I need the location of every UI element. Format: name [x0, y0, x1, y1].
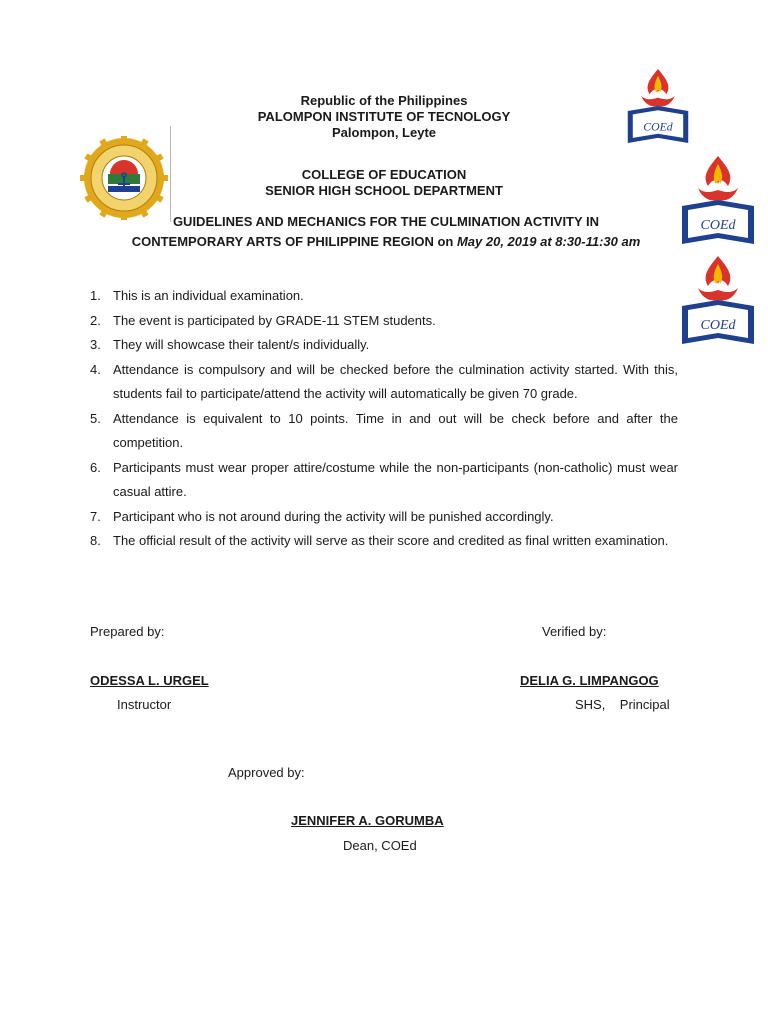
approver-name: JENNIFER A. GORUMBA — [291, 813, 444, 828]
approved-by-label: Approved by: — [228, 765, 305, 780]
list-item — [90, 505, 678, 530]
list-item — [90, 284, 678, 309]
list-number: 1. — [90, 288, 101, 303]
department-header — [0, 167, 768, 199]
verifier-name: DELIA G. LIMPANGOG — [520, 673, 659, 688]
list-number: 8. — [90, 533, 101, 548]
list-text: This is an individual examination. — [113, 288, 304, 303]
list-number: 7. — [90, 508, 101, 524]
list-item — [90, 407, 678, 456]
college-name: COLLEGE OF EDUCATION — [301, 167, 467, 182]
list-item — [90, 333, 678, 358]
verified-by-label: Verified by: — [542, 624, 607, 639]
institute-location: Palompon, Leyte — [331, 125, 437, 140]
verifier-role: SHS, Principal — [575, 697, 670, 712]
list-text: Attendance is equivalent to 10 points. Time in and out will be check before and after the competition. — [113, 410, 678, 450]
svg-text:COEd: COEd — [643, 120, 673, 134]
list-number: 6. — [90, 459, 101, 475]
coed-logo-icon — [668, 250, 768, 350]
republic-line: Republic of the Philippines — [300, 93, 468, 108]
institution-header — [0, 93, 768, 141]
svg-text:COEd: COEd — [700, 218, 736, 233]
list-item — [90, 456, 678, 505]
title-line-1: GUIDELINES AND MECHANICS FOR THE CULMINATION ACTIVITY IN — [172, 214, 600, 229]
list-text: Attendance is compulsory and will be checked before the culmination activity started. With this, students fail to participate/attend the activity will automatically be given 70 grade. — [113, 361, 678, 401]
svg-text:COEd: COEd — [700, 318, 736, 333]
list-item — [90, 529, 678, 554]
list-number: 3. — [90, 337, 101, 352]
list-text: Participants must wear proper attire/costume while the non-participants (non-catholic) must wear casual attire. — [113, 459, 678, 499]
approver-role: Dean, COEd — [343, 838, 417, 853]
guidelines-list — [90, 284, 678, 554]
title-line-2 — [96, 232, 676, 252]
list-item — [90, 309, 678, 334]
title-line-2-main: CONTEMPORARY ARTS OF PHILIPPINE REGION on — [131, 234, 457, 249]
prepared-by-label: Prepared by: — [90, 624, 165, 639]
list-text: They will showcase their talent/s individually. — [113, 337, 370, 352]
list-number: 5. — [90, 410, 101, 426]
preparer-role: Instructor — [117, 697, 172, 712]
department-name: SENIOR HIGH SCHOOL DEPARTMENT — [265, 183, 503, 198]
preparer-name: ODESSA L. URGEL — [90, 673, 209, 688]
list-text: The official result of the activity will serve as their score and credited as final written examination. — [113, 533, 669, 548]
title-date: May 20, 2019 at 8:30-11:30 am — [456, 234, 641, 249]
list-text: The event is participated by GRADE-11 STEM students. — [113, 312, 436, 328]
coed-logo-icon — [668, 150, 768, 250]
list-item — [90, 358, 678, 407]
document-title — [96, 212, 676, 252]
list-number: 4. — [90, 361, 101, 377]
institute-name: PALOMPON INSTITUTE OF TECNOLOGY — [257, 109, 511, 124]
list-text: Participant who is not around during the activity will be punished accordingly. — [113, 508, 554, 524]
list-number: 2. — [90, 312, 101, 328]
